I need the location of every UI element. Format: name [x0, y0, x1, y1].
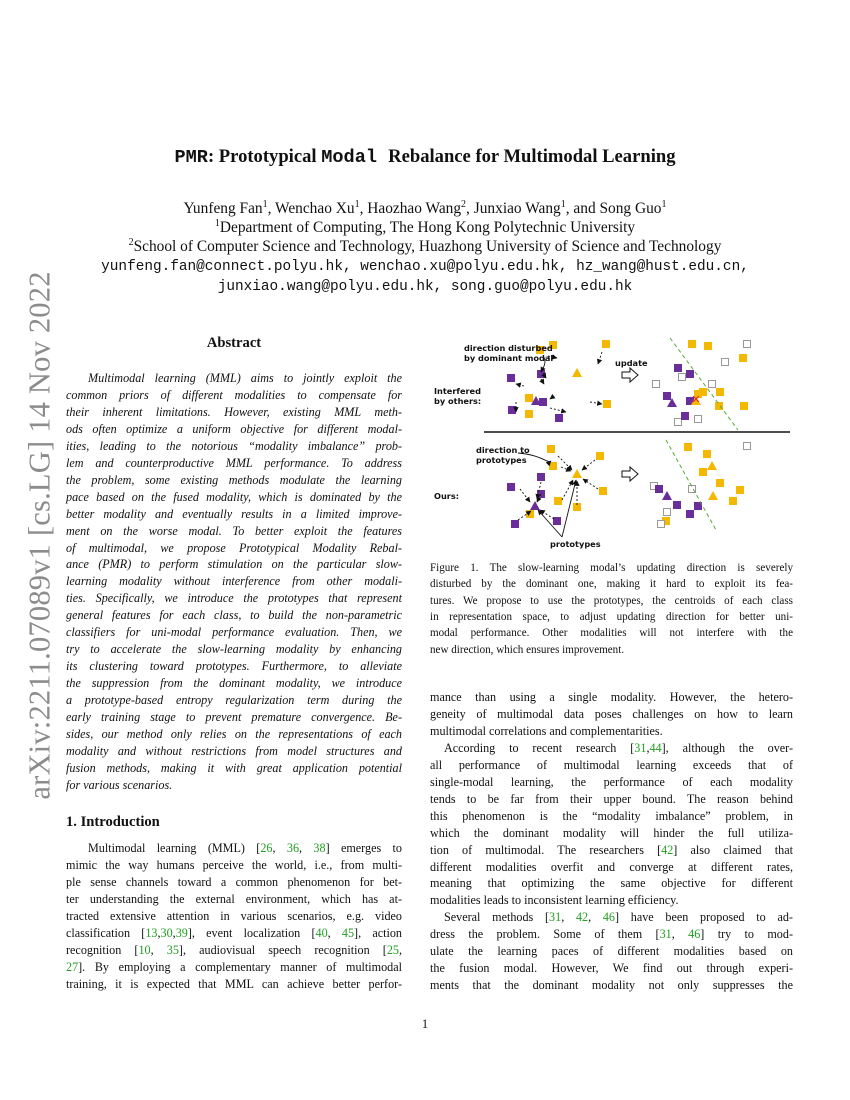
author-1: Yunfeng Fan: [183, 200, 263, 217]
square-marker: [508, 484, 515, 491]
intro-text: recognition [: [66, 942, 139, 957]
intro-line: mimic the way humans perceive the world, i.e., from multi-: [66, 857, 402, 872]
body-line: [430, 926, 793, 943]
hollow-square-marker: [744, 341, 751, 348]
text-line: of multimodal, we propose Prototypical Modality Rebal-: [66, 540, 402, 555]
square-marker: [682, 413, 689, 420]
title-acronym: PMR: [174, 147, 208, 168]
text-line: general features for each class, to build the non-parametric: [66, 608, 402, 623]
intro-text: classification [: [66, 925, 146, 940]
intro-line: tracted extensive attention in various scenarios, e.g. video: [66, 908, 402, 923]
citation[interactable]: 30: [160, 925, 173, 940]
citation[interactable]: 36: [286, 841, 300, 855]
hollow-square-marker: [679, 374, 686, 381]
square-marker: [548, 446, 555, 453]
text-line: geneity of multimodal data poses challenges on how to learn: [430, 706, 793, 721]
square-marker: [717, 480, 724, 487]
citation[interactable]: 31: [549, 910, 562, 925]
affiliation-2-text: School of Computer Science and Technology, Huazhong University of Science and Technology: [133, 238, 722, 255]
citation[interactable]: 40: [315, 925, 328, 940]
title-separator: :: [207, 146, 219, 167]
intro-text: ,: [157, 925, 161, 940]
text-line: the suppression from the dominant modality, we introduce: [66, 676, 402, 691]
text-line: pace based on the fused modality, which is dominated by the: [66, 489, 402, 504]
abstract-heading: Abstract: [206, 335, 262, 351]
email-line-2: junxiao.wang@polyu.edu.hk, song.guo@polyu.edu.hk: [217, 279, 633, 295]
figure-1: [430, 334, 794, 550]
body-line: all performance of multimodal learning exceeds that of: [430, 757, 793, 772]
text-line: ties. Specifically, we introduce the prototypes that represent: [66, 591, 402, 606]
body-line: single-modal learning, the performance of each modality: [430, 774, 793, 789]
affiliation-2: [0, 238, 850, 256]
title-word-1: Prototypical: [218, 146, 322, 167]
square-marker: [509, 407, 516, 414]
body-text: ,: [588, 910, 603, 925]
dashed-arrow: [590, 402, 602, 404]
square-marker: [689, 341, 696, 348]
hollow-square-marker: [658, 521, 665, 528]
square-marker: [687, 511, 694, 518]
label-update: update: [615, 358, 648, 368]
square-marker: [597, 453, 604, 460]
arxiv-stamp-text: arXiv:2211.07089v1 [cs.LG] 14 Nov 2022: [22, 270, 57, 800]
text-line: modal performance. Other modalities will not interfere with the: [430, 627, 793, 640]
label-prototypes: prototypes: [550, 539, 601, 549]
text-line: Figure 1. The slow-learning modal’s updating direction is severely: [430, 562, 793, 574]
body-line: which the dominant modality will hinder the full utiliza-: [430, 825, 793, 840]
author-4-sup: 1: [560, 198, 566, 210]
square-marker: [508, 375, 515, 382]
square-marker: [687, 371, 694, 378]
body-line: [430, 909, 793, 926]
citation[interactable]: 31: [634, 740, 647, 755]
body-line: the fusion modal. However, We find out through experi-: [430, 961, 793, 976]
triangle-prototype-marker: [662, 491, 672, 500]
square-marker: [685, 444, 692, 451]
text-line: learning modality without interference from other modali-: [66, 574, 402, 589]
square-marker: [730, 498, 737, 505]
introduction-heading: 1. Introduction: [66, 814, 160, 830]
body-line: different modalities overfit and converge at different rates,: [430, 859, 793, 874]
hollow-square-marker: [709, 381, 716, 388]
square-marker: [704, 451, 711, 458]
square-marker: [717, 389, 724, 396]
text-line: common priors of different modalities to compensate for: [66, 387, 402, 402]
body-line: meaning that optimizing the same objective for different: [430, 876, 793, 891]
dashed-arrow: [583, 479, 598, 489]
intro-text: Multimodal learning (MML) [: [88, 841, 261, 855]
triangle-prototype-marker: [572, 368, 582, 377]
intro-text: ,: [272, 841, 287, 855]
text-line: ities, leading to the notorious “modality imbalance” prob-: [66, 438, 402, 453]
text-line: their inherent limitations. However, existing MML meth-: [66, 404, 402, 419]
text-line: in representation space, to adjust updating direction for better uni-: [430, 611, 793, 624]
text-line: its clustering toward prototypes. Furthermore, to alleviate: [66, 659, 402, 674]
cross-marker: ✕: [691, 393, 701, 406]
square-marker: [555, 498, 562, 505]
hollow-square-marker: [744, 443, 751, 450]
citation[interactable]: 25: [386, 942, 399, 957]
square-marker: [550, 463, 557, 470]
citation[interactable]: 27: [66, 959, 79, 974]
affiliation-1-text: Department of Computing, The Hong Kong Polytechnic University: [219, 219, 636, 236]
text-line: the problem, some existing methods modulate the learning: [66, 472, 402, 487]
affiliation-1: [0, 219, 850, 237]
body-text: dress the problem. Some of them [: [430, 927, 660, 942]
body-line: ments that the dominant modality not only suppresses the: [430, 978, 793, 993]
decision-boundary-top: [670, 338, 738, 430]
text-line: ods often optimize a uniform objective for different modal-: [66, 421, 402, 436]
label-direction-line-2: prototypes: [476, 455, 527, 465]
hollow-square-marker: [675, 419, 682, 426]
square-marker: [741, 403, 748, 410]
intro-text: ,: [398, 942, 402, 957]
intro-text: ], audiovisual speech recognition [: [178, 942, 387, 957]
email-line-1: yunfeng.fan@connect.polyu.hk, wenchao.xu@polyu.edu.hk, hz_wang@hust.edu.cn,: [101, 259, 749, 275]
body-line: [430, 842, 793, 859]
intro-text: ] emerges to: [325, 841, 402, 855]
text-line: lem and counterproductive MML performance. To address: [66, 455, 402, 470]
figure-shapes: [508, 341, 751, 528]
paper-title: [0, 146, 850, 168]
text-line: for various scenarios.: [66, 777, 173, 792]
dashed-arrow: [541, 379, 544, 384]
square-marker: [527, 511, 534, 518]
text-line: multimodal correlations and complementarities.: [430, 723, 663, 738]
dashed-arrow: [562, 480, 573, 500]
author-1-sup: 1: [262, 198, 268, 210]
square-marker: [556, 415, 563, 422]
text-line: modality and without restrictions from model structures and: [66, 743, 402, 758]
intro-text: ,: [150, 942, 167, 957]
body-text: According to recent research [: [444, 740, 635, 755]
intro-line: [66, 942, 402, 959]
citation[interactable]: 46: [602, 910, 615, 925]
square-marker: [656, 486, 663, 493]
dashed-arrow: [550, 396, 554, 399]
citation[interactable]: 42: [575, 910, 589, 925]
intro-line: [66, 925, 402, 942]
citation[interactable]: 13: [145, 925, 158, 940]
citation[interactable]: 42: [661, 842, 674, 857]
square-marker: [526, 395, 533, 402]
intro-line: [66, 840, 402, 857]
hollow-square-marker: [653, 381, 660, 388]
citation[interactable]: 45: [341, 925, 355, 940]
text-line: try to accelerate the slow-learning modality by enhancing: [66, 642, 402, 657]
square-marker: [554, 518, 561, 525]
text-line: disturbed by the dominant one, making it hard to exploit its fea-: [430, 578, 793, 591]
intro-text: ]. By employing a complementary manner of multimodal: [78, 959, 402, 974]
body-text: ,: [646, 740, 650, 755]
body-line: tends to be far from their upper bound. The reason behind: [430, 791, 793, 806]
introduction-body: [66, 840, 402, 993]
text-line: new direction, which ensures improvement.: [430, 643, 625, 656]
title-rest: Rebalance for Multimodal Learning: [388, 146, 676, 167]
text-line: Multimodal learning (MML) aims to jointly exploit the: [88, 371, 402, 385]
label-ours: Ours:: [434, 491, 459, 501]
citation[interactable]: 39: [175, 925, 188, 940]
page-number: 1: [421, 1017, 429, 1031]
text-line: ance (PMR) to perform stimulation on the particular slow-: [66, 557, 402, 572]
body-text: ,: [561, 910, 576, 925]
body-line: ulate the learning paces of different modalities based on: [430, 944, 793, 959]
intro-line: [66, 959, 402, 976]
square-marker: [600, 488, 607, 495]
square-marker: [700, 469, 707, 476]
triangle-prototype-marker: [572, 469, 582, 478]
square-marker: [664, 393, 671, 400]
update-arrow-bottom: [622, 467, 638, 481]
body-text: ,: [671, 927, 689, 942]
triangle-prototype-marker: [707, 461, 717, 470]
intro-text: ], action: [354, 925, 402, 940]
citation[interactable]: 35: [166, 942, 179, 957]
right-column-body: [430, 689, 793, 994]
citation[interactable]: 26: [260, 841, 273, 855]
square-marker: [695, 503, 702, 510]
text-line: better modality and eventually results in a limited improve-: [66, 506, 402, 521]
citation[interactable]: 44: [649, 740, 662, 755]
square-marker: [526, 411, 533, 418]
dashed-arrow: [550, 408, 566, 412]
text-line: early training stage to prevent premature convergence. Be-: [66, 710, 402, 725]
dashed-arrow: [598, 352, 602, 364]
body-text: ] also claimed that: [673, 842, 793, 857]
body-text: Several methods [: [444, 910, 550, 925]
figure-caption: [430, 560, 793, 658]
author-3: , Haozhao Wang: [359, 200, 462, 217]
update-arrow-top: [622, 368, 638, 382]
square-marker: [740, 355, 747, 362]
body-line: modalities leads to inconsistent learning efficiency.: [430, 893, 679, 908]
label-direction-line-1: direction to: [476, 445, 530, 455]
square-marker: [675, 365, 682, 372]
label-interfered-line-2: by others:: [434, 396, 482, 406]
figure-1-diagram: [430, 334, 794, 550]
dashed-arrow: [582, 460, 595, 470]
citation[interactable]: 10: [138, 942, 151, 957]
square-marker: [512, 521, 519, 528]
square-marker: [538, 474, 545, 481]
intro-line: training, it is expected that MML can achieve better perfor-: [66, 976, 402, 991]
text-line: classifiers for uni-modal performance evaluation. Then, we: [66, 625, 402, 640]
citation[interactable]: 38: [313, 841, 326, 855]
author-2: , Wenchao Xu: [267, 200, 355, 217]
intro-text: ,: [299, 841, 314, 855]
author-list: [0, 200, 850, 218]
intro-text: ], event localization [: [187, 925, 316, 940]
paragraph-continued: [430, 689, 793, 740]
author-5: , and Song Guo: [565, 200, 662, 217]
abstract-body: [66, 370, 402, 794]
body-text: ], although the over-: [661, 740, 793, 755]
square-marker: [737, 487, 744, 494]
dashed-arrow: [520, 489, 530, 502]
hollow-square-marker: [722, 359, 729, 366]
text-line: mance than using a single modality. However, the hetero-: [430, 690, 793, 704]
body-text: ] try to mod-: [700, 927, 793, 942]
body-line: this phenomenon is the “modality imbalance” problem, in: [430, 808, 793, 823]
text-line: fusion methods, making it with great application potential: [66, 760, 402, 775]
triangle-prototype-marker: [708, 491, 718, 500]
square-marker: [674, 502, 681, 509]
intro-text: ,: [172, 925, 176, 940]
author-3-sup: 2: [461, 198, 467, 210]
label-interfered-line-1: Interfered: [434, 386, 481, 396]
dashed-arrow: [516, 384, 524, 386]
intro-text: ,: [327, 925, 342, 940]
author-4: , Junxiao Wang: [466, 200, 561, 217]
square-marker: [603, 341, 610, 348]
label-disturbed-line-1: direction disturbed: [464, 343, 553, 353]
dashed-arrow: [558, 456, 572, 470]
triangle-prototype-marker: [530, 501, 540, 510]
label-disturbed-line-2: by dominant modal: [464, 353, 554, 363]
author-2-sup: 1: [354, 198, 360, 210]
text-line: ment on the worse modal. To better exploit the features: [66, 523, 402, 538]
citation[interactable]: 31: [659, 927, 672, 942]
citation[interactable]: 46: [688, 927, 701, 942]
square-marker: [705, 343, 712, 350]
intro-line: ple sense channels toward a common phenomenon for bet-: [66, 874, 402, 889]
text-line: a prototype-based entropy regularization term during the: [66, 693, 402, 708]
text-line: tures. We propose to use the prototypes, the centroids of each class: [430, 594, 793, 607]
body-text: tion of multimodal. The researchers [: [430, 842, 662, 857]
affiliation-1-sup: 1: [214, 217, 220, 229]
affiliation-2-sup: 2: [128, 236, 134, 248]
author-5-sup: 1: [661, 198, 667, 210]
hollow-square-marker: [695, 416, 702, 423]
body-line: [430, 740, 793, 757]
hollow-square-marker: [664, 509, 671, 516]
square-marker: [604, 401, 611, 408]
title-word-2: Modal: [321, 147, 389, 168]
body-text: ] have been proposed to ad-: [615, 910, 793, 925]
text-line: sides, our method only relies on the representations of each: [66, 727, 402, 742]
intro-line: ter understanding the external environment, which has at-: [66, 891, 402, 906]
